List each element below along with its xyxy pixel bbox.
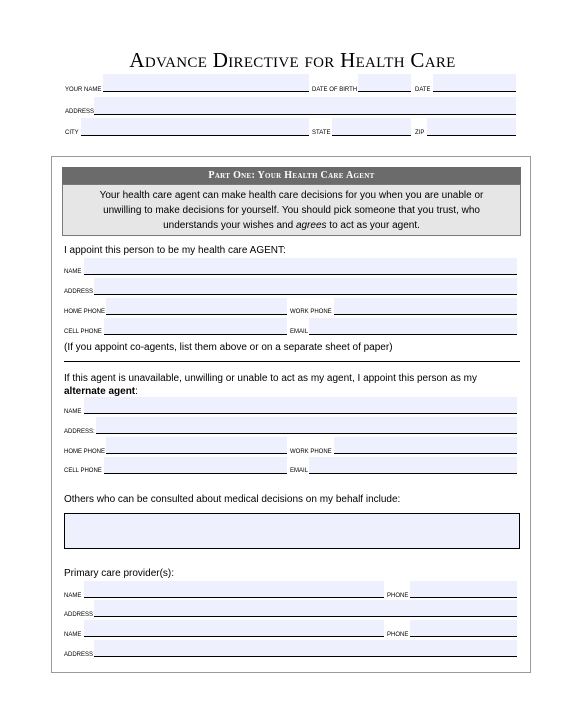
provider2-phone-label: PHONE [387,632,409,638]
alternate-agent-label-text: alternate agent [64,386,136,397]
alternate-intro-line1: If this agent is unavailable, unwilling or unable to act as my agent, I appoint this person as my [64,373,478,384]
others-consulted-field[interactable] [64,513,520,549]
appoint-agent-text: I appoint this person to be my health care AGENT: [64,245,286,256]
agent-name-label: NAME [64,269,82,275]
alternate-address-label: ADDRESS: [64,429,95,435]
your-name-label: YOUR NAME [65,87,102,93]
date-field[interactable] [433,74,516,92]
alternate-address-field[interactable] [96,417,517,434]
alternate-email-field[interactable] [309,457,517,474]
alternate-home-phone-label: HOME PHONE [64,449,106,455]
alternate-name-label: NAME [64,409,82,415]
zip-field[interactable] [427,118,516,136]
state-field[interactable] [332,118,411,136]
date-of-birth-field[interactable] [358,74,411,92]
part-one-heading-text: Part One: Your Health Care Agent [208,170,375,181]
date-label: DATE [415,87,431,93]
others-consulted-text: Others who can be consulted about medical decisions on my behalf include: [64,494,401,505]
intro-line-3-post: to act as your agent. [326,220,420,231]
coagent-line[interactable] [64,361,520,362]
agent-cell-phone-label: CELL PHONE [64,329,102,335]
part-one-heading [62,167,521,184]
agent-address-field[interactable] [94,278,517,295]
city-label: CITY [65,130,79,136]
alternate-work-phone-field[interactable] [334,437,517,454]
agent-email-label: EMAIL [290,329,309,335]
agent-address-label: ADDRESS [64,289,94,295]
provider2-name-label: NAME [64,632,82,638]
agent-name-field[interactable] [84,258,517,275]
address-label: ADDRESS [65,109,95,115]
agent-home-phone-label: HOME PHONE [64,309,106,315]
alternate-agent-colon: : [135,386,138,397]
intro-line-3-emphasis: agrees [295,220,327,231]
alternate-name-field[interactable] [84,397,517,414]
alternate-cell-phone-label: CELL PHONE [64,468,102,474]
date-of-birth-label: DATE OF BIRTH [312,87,358,93]
provider-phone-label: PHONE [387,593,409,599]
alternate-cell-phone-field[interactable] [104,457,287,474]
alternate-email-label: EMAIL [290,468,309,474]
intro-line-3 [63,218,520,233]
coagent-note: (If you appoint co-agents, list them above or on a separate sheet of paper) [64,342,393,353]
provider2-phone-field[interactable] [410,620,517,637]
provider2-address-field[interactable] [94,640,517,657]
agent-work-phone-label: WORK PHONE [290,309,332,315]
provider2-address-label: ADDRESS [64,652,94,658]
provider-address-label: ADDRESS [64,612,94,618]
provider2-name-field[interactable] [84,620,384,637]
your-name-field[interactable] [103,74,309,92]
agent-email-field[interactable] [309,318,517,335]
zip-label: ZIP [415,130,425,136]
page-title [0,48,585,73]
city-field[interactable] [81,118,309,136]
alternate-home-phone-field[interactable] [106,437,287,454]
alternate-work-phone-label: WORK PHONE [290,449,332,455]
intro-line-1: Your health care agent can make health care decisions for you when you are unable or [99,190,484,201]
primary-care-text: Primary care provider(s): [64,568,175,579]
provider-name-label: NAME [64,593,82,599]
provider-address-field[interactable] [94,600,517,617]
provider-name-field[interactable] [84,581,384,598]
agent-cell-phone-field[interactable] [104,318,287,335]
intro-line-2: unwilling to make decisions for yourself. You should pick someone that you trust, who [103,205,480,216]
part-one-intro [62,184,521,236]
agent-home-phone-field[interactable] [106,298,287,315]
address-field[interactable] [94,97,516,115]
intro-line-3-pre: understands your wishes and [163,220,296,231]
provider-phone-field[interactable] [410,581,517,598]
agent-work-phone-field[interactable] [334,298,517,315]
state-label: STATE [312,130,331,136]
page-title-text: Advance Directive for Health Care [129,48,456,72]
